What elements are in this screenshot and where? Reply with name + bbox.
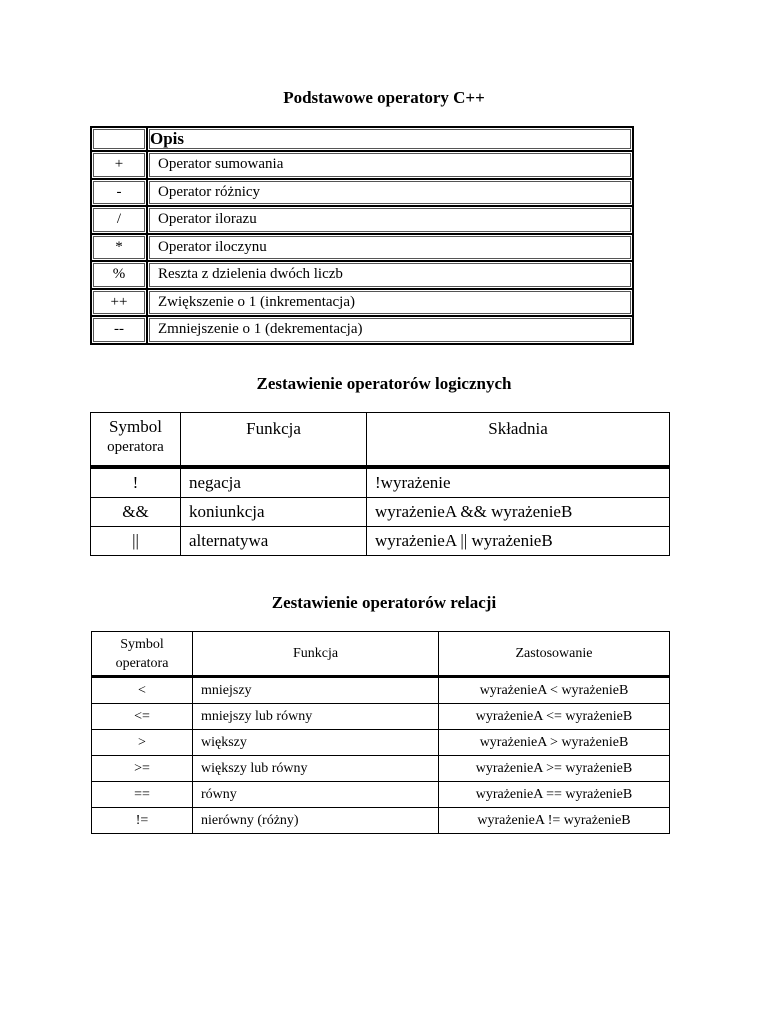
- symbol-header-line2: operatora: [115, 655, 169, 671]
- operator-symbol: ++: [91, 289, 147, 317]
- logical-operators-table: [90, 412, 670, 556]
- operator-usage: wyrażenieA >= wyrażenieB: [439, 756, 670, 782]
- operator-usage: wyrażenieA == wyrażenieB: [439, 782, 670, 808]
- operator-symbol: +: [91, 151, 147, 179]
- operator-function: większy: [193, 730, 439, 756]
- operator-function: mniejszy: [193, 677, 439, 704]
- operator-symbol: &&: [91, 498, 181, 527]
- operator-description: Operator różnicy: [147, 179, 633, 207]
- table-row: [91, 467, 670, 498]
- operator-function: równy: [193, 782, 439, 808]
- operator-symbol: <: [92, 677, 193, 704]
- table-row: [91, 527, 670, 556]
- table-row: [91, 234, 633, 262]
- operator-symbol: ||: [91, 527, 181, 556]
- operator-symbol: <=: [92, 704, 193, 730]
- operator-description: Operator iloczynu: [147, 234, 633, 262]
- table-row: [91, 498, 670, 527]
- symbol-column-header: [91, 413, 181, 468]
- table-header-row: [92, 632, 670, 677]
- operator-symbol: /: [91, 206, 147, 234]
- operator-description: Operator sumowania: [147, 151, 633, 179]
- arithmetic-operators-table: [90, 126, 634, 345]
- operator-function: negacja: [181, 467, 367, 498]
- description-column-header: Opis: [147, 127, 633, 151]
- table-row: [91, 179, 633, 207]
- table-row: [91, 289, 633, 317]
- table-header-row: [91, 127, 633, 151]
- operator-symbol: >=: [92, 756, 193, 782]
- operator-function: mniejszy lub równy: [193, 704, 439, 730]
- table-row: [92, 808, 670, 834]
- function-column-header: Funkcja: [181, 413, 367, 468]
- relational-operators-title: Zestawienie operatorów relacji: [271, 593, 497, 612]
- operator-function: alternatywa: [181, 527, 367, 556]
- table-row: [92, 756, 670, 782]
- symbol-header-line1: Symbol: [120, 636, 164, 652]
- operator-description: Zwiększenie o 1 (inkrementacja): [147, 289, 633, 317]
- operator-usage: wyrażenieA <= wyrażenieB: [439, 704, 670, 730]
- symbol-header-line2: operatora: [107, 439, 164, 455]
- symbol-header-line1: Symbol: [109, 417, 162, 436]
- symbol-column-header: [91, 127, 147, 151]
- relational-operators-table: [91, 631, 670, 834]
- operator-usage: wyrażenieA != wyrażenieB: [439, 808, 670, 834]
- function-column-header: Funkcja: [193, 632, 439, 677]
- table-header-row: [91, 413, 670, 468]
- operator-syntax: wyrażenieA || wyrażenieB: [367, 527, 670, 556]
- operator-syntax: !wyrażenie: [367, 467, 670, 498]
- usage-column-header: Zastosowanie: [439, 632, 670, 677]
- operator-usage: wyrażenieA < wyrażenieB: [439, 677, 670, 704]
- operator-symbol: ==: [92, 782, 193, 808]
- operator-symbol: %: [91, 261, 147, 289]
- operator-symbol: *: [91, 234, 147, 262]
- symbol-column-header: [92, 632, 193, 677]
- table-row: [92, 730, 670, 756]
- operator-symbol: --: [91, 316, 147, 344]
- table-row: [91, 316, 633, 344]
- logical-operators-title: Zestawienie operatorów logicznych: [256, 374, 512, 393]
- operator-description: Zmniejszenie o 1 (dekrementacja): [147, 316, 633, 344]
- table-row: [92, 782, 670, 808]
- operator-function: koniunkcja: [181, 498, 367, 527]
- arithmetic-operators-title: Podstawowe operatory C++: [283, 88, 485, 107]
- operator-function: nierówny (różny): [193, 808, 439, 834]
- operator-syntax: wyrażenieA && wyrażenieB: [367, 498, 670, 527]
- operator-function: większy lub równy: [193, 756, 439, 782]
- operator-symbol: !: [91, 467, 181, 498]
- table-row: [92, 704, 670, 730]
- table-row: [91, 206, 633, 234]
- operator-symbol: -: [91, 179, 147, 207]
- syntax-column-header: Składnia: [367, 413, 670, 468]
- operator-description: Operator ilorazu: [147, 206, 633, 234]
- operator-symbol: !=: [92, 808, 193, 834]
- operator-symbol: >: [92, 730, 193, 756]
- operator-usage: wyrażenieA > wyrażenieB: [439, 730, 670, 756]
- table-row: [91, 261, 633, 289]
- operator-description: Reszta z dzielenia dwóch liczb: [147, 261, 633, 289]
- table-row: [91, 151, 633, 179]
- table-row: [92, 677, 670, 704]
